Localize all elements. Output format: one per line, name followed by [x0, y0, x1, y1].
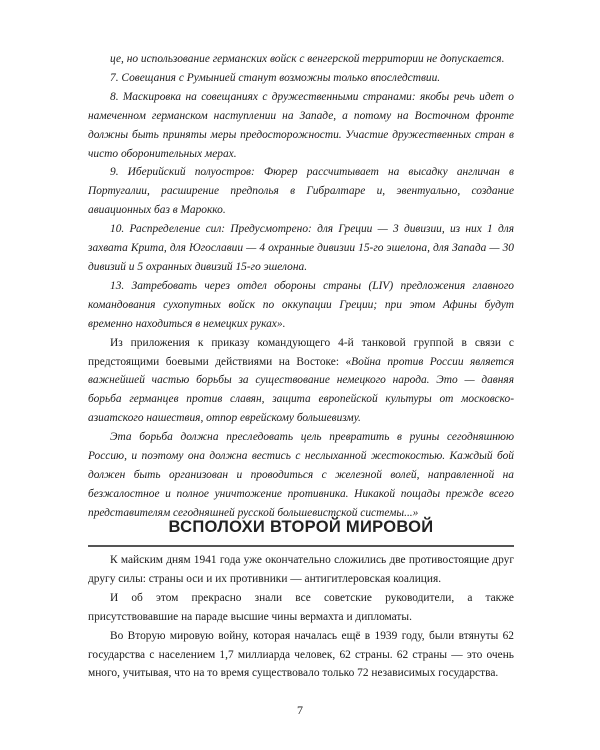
paragraph-item-10: 10. Распределение сил: Предусмотрено: для Греции — 3 дивизии, из них 1 для захвата Крита, для Югославии — 4 охранные дивизии 15-го эшелона, для Запада — 30 дивизий и 5 охранных дивизий 15-го эшелона.	[88, 223, 514, 273]
paragraph-item-8: 8. Маскировка на совещаниях с дружественными странами: якобы речь идет о намеченном германском наступлении на Западе, а потому на Восточном фронте должны быть приняты меры предосторожности. Участие дружественных стран в чисто оборонительных мерах.	[88, 90, 514, 160]
section-body	[88, 551, 514, 683]
page-number: 7	[297, 703, 303, 717]
heading-underline	[88, 545, 514, 547]
paragraph-tank-group-order	[88, 334, 514, 429]
paragraph-item-13: 13. Затребовать через отдел обороны страны (LIV) предложения главного командования сухопутных войск по оккупации Греции; при этом Афины будут временно находиться в немецких руках».	[88, 279, 514, 330]
paragraph-continuation: це, но использование германских войск с венгерской территории не допускается.	[110, 53, 505, 65]
paragraph-order-quote-continued: Эта борьба должна преследовать цель превратить в руины сегодняшнюю Россию, и поэтому она должна вестись с неслыханной жестокостью. Каждый бой должен быть организован и проводиться с железной волей, направленной на безжалостное и полное уничтожение противника. Никакой пощады прежде всего представителям сегодняшней русской большевистской системы...»	[88, 431, 514, 519]
paragraph-item-9: 9. Иберийский полуостров: Фюрер рассчитывает на высадку англичан в Португалии, расширение предполья в Гибралтаре и, эвентуально, создание авиационных баз в Марокко.	[88, 166, 514, 217]
section-paragraph-2: И об этом прекрасно знали все советские руководители, а также присутствовавшие на параде высшие чины вермахта и дипломаты.	[88, 591, 514, 623]
order-intro-text: Из приложения к приказу командующего 4-й танковой группой в связи с предстоящими боевыми действиями на Востоке: «	[88, 336, 514, 368]
top-text-block	[88, 50, 514, 523]
section-paragraph-1: К майским дням 1941 года уже окончательно сложились две противостоящие друг другу силы: страны оси и их противники — антигитлеровская коалиция.	[88, 554, 514, 585]
paragraph-item-7: 7. Совещания с Румынией станут возможны только впоследствии.	[110, 71, 441, 84]
section-heading: ВСПОЛОХИ ВТОРОЙ МИРОВОЙ	[168, 518, 434, 536]
order-quote-text: Война против России является важнейшей частью борьбы за существование немецкого народа. Это — давняя борьба германцев против славян, защита европейской культуры от московско-азиатского нашествия, отпор еврейскому большевизму.	[88, 355, 514, 425]
section-paragraph-3: Во Вторую мировую войну, которая началась ещё в 1939 году, были втянуты 62 государства с населением 1,7 миллиарда человек, 62 страны. 62 страны — это очень много, учитывая, что на то время существовало только 72 независимых государства.	[88, 629, 514, 680]
